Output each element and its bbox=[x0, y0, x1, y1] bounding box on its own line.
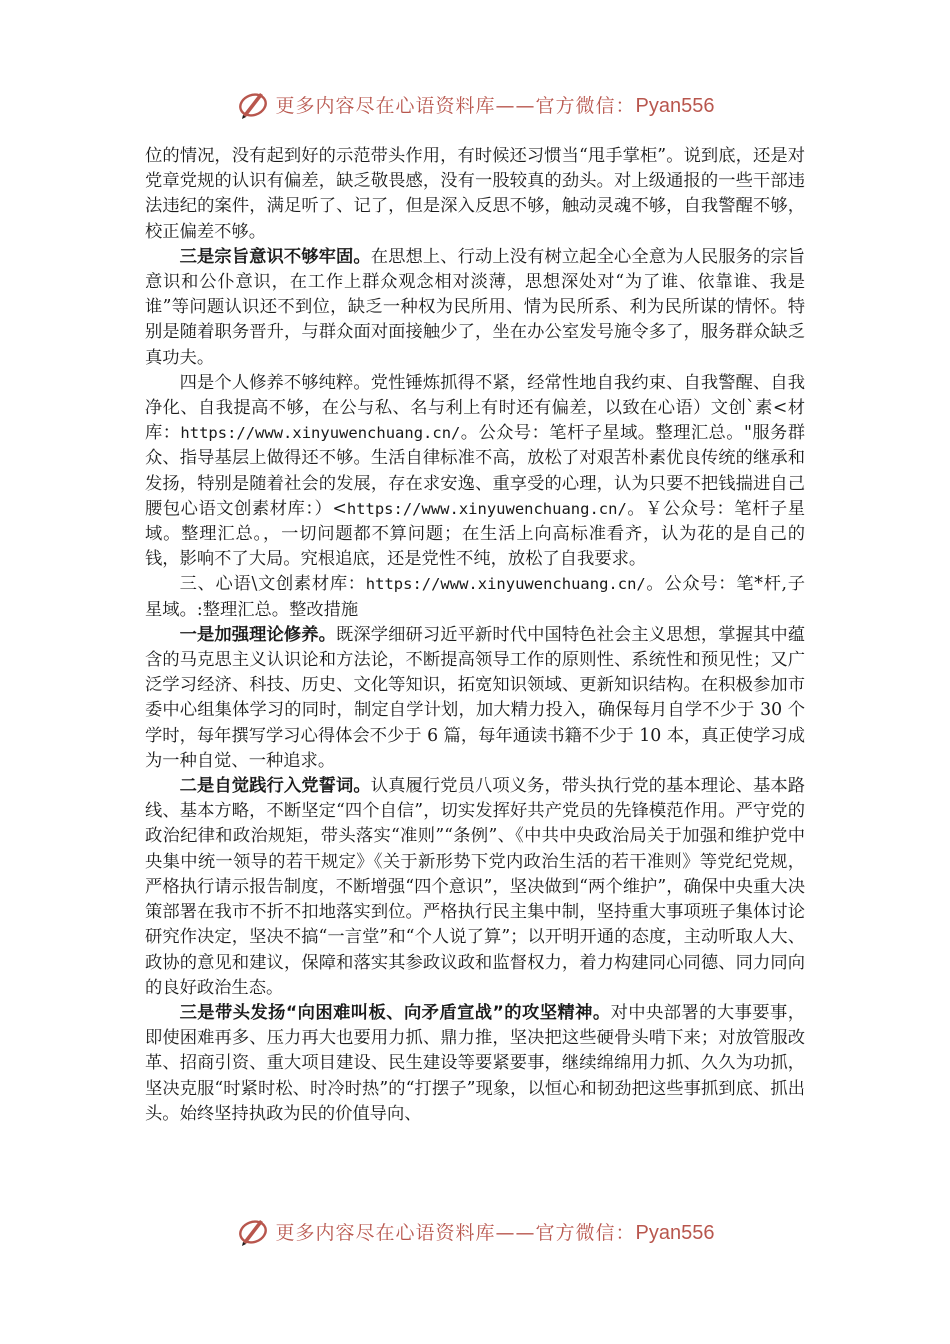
section-heading: 三是宗旨意识不够牢固。 bbox=[179, 246, 371, 267]
url-text: https://www.xinyuwenchuang.cn/ bbox=[346, 499, 627, 518]
url-text: https://www.xinyuwenchuang.cn/ bbox=[365, 575, 646, 594]
body-text: 三、心语\文创素材库： bbox=[179, 574, 366, 595]
paragraph bbox=[145, 144, 805, 245]
body-text: 位的情况，没有起到好的示范带头作用，有时候还习惯当“甩手掌柜”。说到底，还是对党章党规的认识有偏差，缺乏敬畏感，没有一股较真的劲头。对上级通报的一些干部违法违纪的案件，满足听了、记了，但是深入反思不够，触动灵魂不够，自我警醒不够，校正偏差不够。 bbox=[145, 146, 805, 242]
document-body bbox=[145, 144, 805, 1127]
body-text: 四是个人修养不够纯粹。党性锤炼抓得不紧，经常性地自我约束、自我警醒、自我净化、自我提高不够，在公与私、名与利上有时还有偏差，以致在心语）文创`素<材库： bbox=[145, 372, 805, 444]
body-text: 在思想上、行动上没有树立起全心全意为人民服务的宗旨意识和公仆意识，在工作上群众观念相对淡薄，思想深处对“为了谁、依靠谁、我是谁”等问题认识还不到位，缺乏一种权为民所用、情为民所系、利为民所谋的情怀。特别是随着职务晋升，与群众面对面接触少了，坐在办公室发号施令多了，服务群众缺乏真功夫。 bbox=[145, 246, 805, 368]
url-text: https://www.xinyuwenchuang.cn/ bbox=[180, 424, 461, 443]
body-text: 。公众号：笔杆子星域。整理汇总。"服务群众、指导基层上做得还不够。生活自律标准不高，放松了对艰苦朴素优良传统的继承和发扬，特别是随着社会的发展，存在求安逸、重享受的心理，认为只要不把钱揣进自己腰包心语文创素材库：）< bbox=[145, 423, 805, 519]
paragraph bbox=[145, 623, 805, 774]
body-text: 既深学细研习近平新时代中国特色社会主义思想，掌握其中蕴含的马克思主义认识论和方法论，不断提高领导工作的原则性、系统性和预见性；又广泛学习经济、科技、历史、文化等知识，拓宽知识领域、更新知识结构。在积极参加市委中心组集体学习的同时，制定自学计划，加大精力投入，确保每月自学不少于 30 个学时，每年撰写学习心得体会不少于 6 篇，每年通读书籍不少于 10 本，真正使学习成为一种自觉、一种追求。 bbox=[145, 624, 805, 771]
paragraph bbox=[145, 774, 805, 1001]
paragraph bbox=[145, 371, 805, 573]
pen-logo-icon bbox=[236, 87, 270, 121]
body-text: 。￥公众号：笔杆子星域。整理汇总。，一切问题都不算问题；在生活上向高标准看齐，认为花的是自己的钱，影响不了大局。究根追底，还是党性不纯，放松了自我要求。 bbox=[145, 498, 805, 570]
pen-logo-icon bbox=[236, 1214, 270, 1248]
body-text: 认真履行党员八项义务，带头执行党的基本理论、基本路线、基本方略，不断坚定“四个自信”，切实发挥好共产党员的先锋模范作用。严守党的政治纪律和政治规矩，带头落实“准则”“条例”、《中共中央政治局关于加强和维护党中央集中统一领导的若干规定》《关于新形势下党内政治生活的若干准则》等党纪党规，严格执行请示报告制度，不断增强“四个意识”，坚决做到“两个维护”，确保中央重大决策部署在我市不折不扣地落实到位。严格执行民主集中制，坚持重大事项班子集体讨论研究作决定，坚决不搞“一言堂”和“个人说了算”；以开明开通的态度，主动听取人大、政协的意见和建议，保障和落实其参政议政和监督权力，着力构建同心同德、同力同向的良好政治生态。 bbox=[145, 776, 805, 998]
banner-text: 更多内容尽在心语资料库——官方微信：Pyan556 bbox=[275, 1221, 715, 1244]
section-heading: 一是加强理论修养。 bbox=[179, 624, 336, 645]
footer-banner bbox=[0, 1209, 950, 1253]
body-text: 对中央部署的大事要事，即使困难再多、压力再大也要用力抓、鼎力推，坚决把这些硬骨头啃下来；对放管服改革、招商引资、重大项目建设、民生建设等要紧要事，继续绵绵用力抓、久久为功抓，坚决克服“时紧时松、时冷时热”的“打摆子”现象，以恒心和韧劲把这些事抓到底、抓出头。始终坚持执政为民的价值导向、 bbox=[145, 1002, 805, 1124]
paragraph bbox=[145, 245, 805, 371]
paragraph bbox=[145, 572, 805, 622]
wechat-id: Pyan556 bbox=[635, 94, 715, 117]
header-banner bbox=[0, 82, 950, 126]
section-heading: 三是带头发扬“向困难叫板、向矛盾宣战”的攻坚精神。 bbox=[179, 1002, 611, 1023]
wechat-id: Pyan556 bbox=[635, 1221, 715, 1244]
section-heading: 二是自觉践行入党誓词。 bbox=[179, 776, 371, 797]
banner-text: 更多内容尽在心语资料库——官方微信：Pyan556 bbox=[275, 94, 715, 117]
body-text: 。公众号：笔*杆,子星域。:整理汇总。整改措施 bbox=[145, 574, 805, 620]
paragraph bbox=[145, 1001, 805, 1127]
